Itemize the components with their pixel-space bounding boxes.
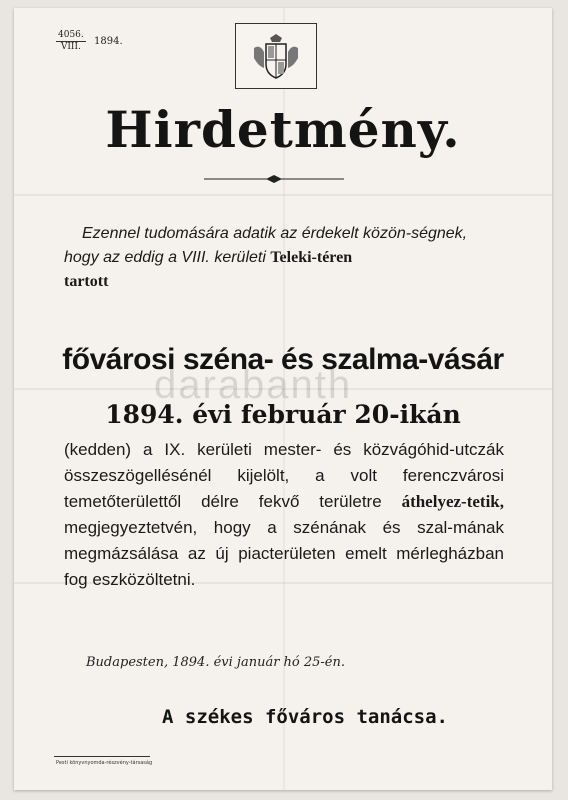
coat-of-arms-icon [235,23,317,89]
ref-district: VIII. [60,42,81,52]
market-heading: fővárosi széna- és szalma-vásár [62,343,504,376]
page-title: Hirdetmény. [105,100,461,159]
body-text-a: (kedden) a IX. kerületi mester- és közvágóhid-utczák összeszögellésénél kijelölt, a volt ferenczvárosi temetőterülettől délre fekvő területre [64,440,504,511]
ref-number: 4056. [58,30,84,40]
moved-text: áthelyez-tetik, [401,492,504,511]
printer-credit: Pesti könyvnyomda-részvény-társaság [56,760,153,766]
held-text: tartott [64,273,109,290]
printer-divider [54,756,150,757]
location-text: Teleki-téren [270,249,353,266]
ornament-divider [204,174,344,184]
date-heading: 1894. évi február 20-ikán [105,400,461,429]
signature: A székes főváros tanácsa. [162,706,448,728]
poster-sheet [14,8,552,790]
body-text-b: megjegyeztetvén, hogy a szénának és szal-mának megmázsálása az új piacterületen emelt mérlegházban fog eszközöltetni. [64,518,504,589]
place-date: Budapesten, 1894. évi január hó 25-én. [86,655,346,670]
body-paragraph [64,437,504,593]
watermark: darabanth [154,363,353,407]
intro-text: Ezennel tudomására adatik az érdekelt közön-ségnek, hogy az eddig a VIII. kerületi [64,225,468,266]
header-year: 1894. [94,36,123,47]
reference-number [56,30,86,53]
intro-paragraph [64,222,504,294]
